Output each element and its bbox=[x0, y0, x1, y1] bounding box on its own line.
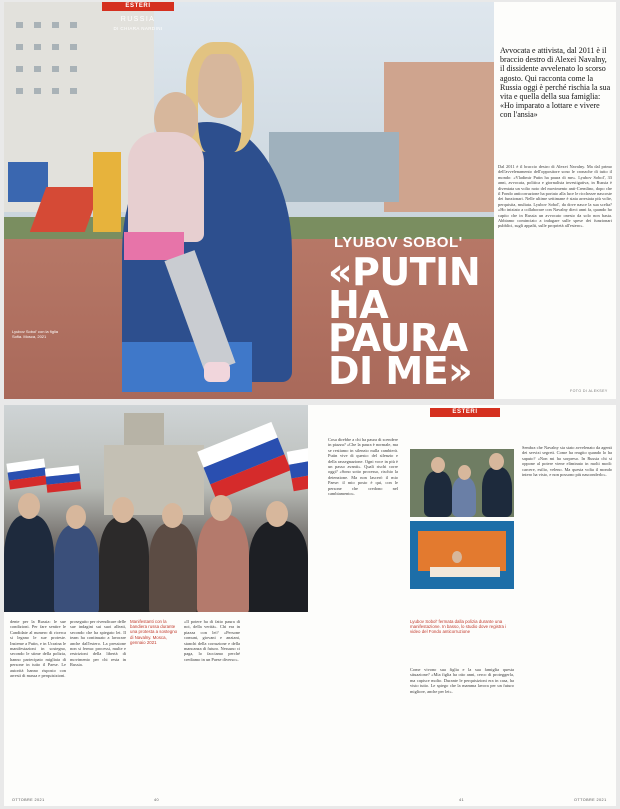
article-column-5: Come vivono sua figlia e la sua famiglia questa situazione? «Mia figlia ha otto anni, cerco di proteggerla, ma capisce molto. Durante le perquisizioni era in casa, ha visto tutto. Le spiego che la mamma lavora per un futuro migliore, anche per lei». bbox=[410, 667, 514, 694]
footer-date-right: OTTOBRE 2021 bbox=[574, 798, 607, 802]
studio-photo bbox=[410, 521, 514, 589]
article-column-4: Cosa direbbe a chi ha paura di scendere in piazza? «Che la paura è normale, ma se restiamo in silenzio nulla cambierà. Putin vive di questo: del silenzio e della rassegnazione. Ogni voce in più è un passo avanti». Quali rischi corre oggi? «Sono sotto processo, rischio la detenzione. Ma non lascerò il mio Paese: il mio posto è qui, con le persone che credono nel cambiamento». bbox=[328, 437, 398, 497]
standfirst: Avvocata e attivista, dal 2011 è il braccio destro di Alexei Navalny, il dissidente avvelenato lo scorso agosto. Qui racconta come la Russia oggi è perché rischia la sua vita e quella della sua famiglia: «Ho imparato a lottare e vivere con l'ansia» bbox=[500, 46, 611, 120]
article-column-1: dente per la Russia: le sue condizioni. Per fare sentire le Candidate al numero di ricerca si legano le sue proteste. Insieme a Putin, e in Ucraina le manifestazioni in sostegno, secondo le stime della polizia, hanno partecipato migliaia di persone in tutto il Paese. Le autorità hanno risposto con arresti di massa e perquisizioni. bbox=[10, 619, 66, 679]
interviewee-name: LYUBOV SOBOL' bbox=[334, 234, 463, 251]
photo-credit: FOTO DI ALEKSEY bbox=[570, 389, 608, 393]
intro-body: Dal 2011 è il braccio destro di Alexei Navalny. Ma dal primo dell'avvelenamento dell'oppositore sono le cronache di tutto il mondo: «Vladimir Putin ha paura di me». Lyubov Sobol', 33 anni, avvocata, politica e giornalista investigativa, in Russia è diventata un volto noto del movimento anti-Cremlino, dopo che il Fondo anticorruzione ha portato alla luce le ricchezze nascoste dei funzionari. Nelle ultime settimane è stata arrestata più volte, perquisita, multata. Lyubov Sobol', da dove nasce la sua scelta? «Ho iniziato a collaborare con Navalny dieci anni fa, quando ho capito che in Russia un avvocato onesto da solo non basta. Abbiamo cominciato a indagare sulle spese dei funzionari pubblici, sugli appalti, sulle proprietà all'estero». bbox=[498, 164, 612, 229]
spread-top bbox=[4, 2, 616, 399]
kicker-esteri: ESTERI bbox=[102, 2, 174, 11]
right-caption: Lyubov Sobol' fermata dalla polizia durante una manifestazione. In basso, lo studio dove registra i video del Fondo anticorruzione bbox=[410, 619, 507, 635]
page-number-right: 41 bbox=[459, 798, 465, 802]
byline: DI CHIARA NARDINI bbox=[113, 26, 163, 31]
spread-bottom bbox=[4, 405, 616, 806]
playground bbox=[8, 142, 128, 242]
hero-photo bbox=[4, 2, 494, 399]
police-photo bbox=[410, 449, 514, 517]
article-column-6: Sembra che Navalny sia stato avvelenato da agenti dei servizi segreti. Come ha reagito quando lo ha saputo? «Non mi ha sorpreso. In Russia chi si oppone al potere viene eliminato in molti modi: carcere, esilio, veleno. Ma questa volta il mondo intero ha visto, e non possono più nasconderlo». bbox=[522, 445, 612, 478]
page-number-left: 40 bbox=[154, 798, 160, 802]
section-label: RUSSIA bbox=[120, 16, 156, 23]
article-column-2: proseguito per rivendicare delle sue indagini sui suoi alleati, secondo che ha spiegato lei. Il team ha continuato a lavorare anche dall'estero. La pressione non si ferma: processi, multe e restrizioni della libertà di movimento per chi resta in Russia. bbox=[70, 619, 126, 668]
article-column-3: «Il potere ha di fatto paura di noi, della verità». Chi era in piazza con lei? «Persone comuni, giovani e anziani, stanchi della corruzione e della mancanza di futuro. Nessuno ci paga, lo facciamo perché crediamo in un Paese diverso». bbox=[184, 619, 240, 662]
photo-caption: Lyubov Sobol' con la figlia Sofia. Mosca, 2021 bbox=[12, 329, 58, 339]
left-caption: Manifestanti con la bandiera russa durante una protesta a sostegno di Navalny. Mosca, gennaio 2021 bbox=[130, 619, 178, 645]
footer-date-left: OTTOBRE 2021 bbox=[12, 798, 45, 802]
headline: «PUTIN HA PAURA DI ME» bbox=[328, 250, 481, 393]
russian-flag bbox=[45, 465, 81, 492]
kicker-esteri: ESTERI bbox=[430, 408, 500, 417]
protest-photo bbox=[4, 405, 308, 612]
russian-flag bbox=[6, 458, 47, 489]
